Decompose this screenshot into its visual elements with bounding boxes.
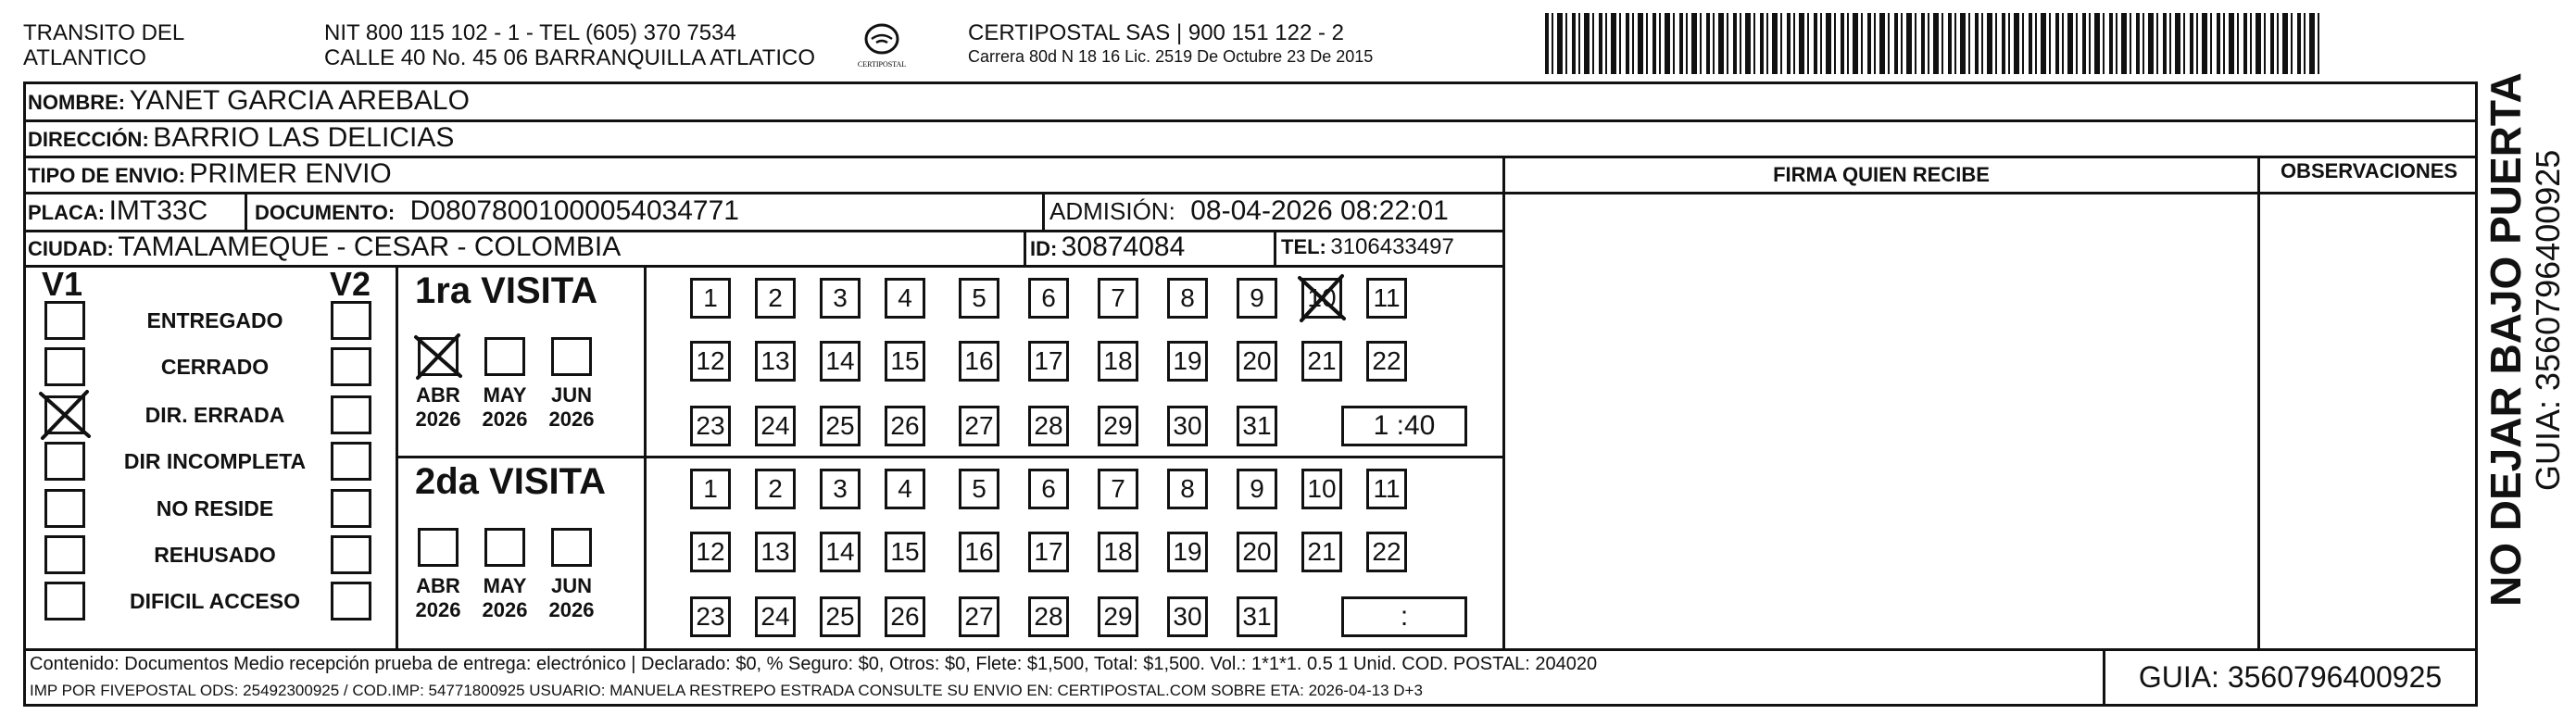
reason-label: DIFICIL ACCESO (129, 589, 300, 613)
no-dejar-bajo-puerta: NO DEJAR BAJO PUERTA (2482, 72, 2530, 607)
day-cell[interactable]: 31 (1237, 406, 1277, 446)
tipo-envio-row: TIPO DE ENVIO: PRIMER ENVIO (28, 158, 392, 189)
day-cell[interactable]: 26 (885, 406, 925, 446)
day-cell[interactable]: 20 (1237, 341, 1277, 382)
day-cell[interactable]: 10 (1301, 469, 1342, 509)
day-cell[interactable]: 27 (959, 596, 999, 637)
day-cell[interactable]: 13 (755, 532, 796, 572)
day-cell[interactable]: 8 (1167, 469, 1208, 509)
id-field: ID: 30874084 (1030, 232, 1186, 262)
month-checkbox[interactable] (551, 528, 592, 567)
day-cell[interactable]: 16 (959, 532, 999, 572)
day-cell[interactable]: 30 (1167, 406, 1208, 446)
day-cell[interactable]: 17 (1028, 341, 1069, 382)
day-cell[interactable]: 2 (755, 469, 796, 509)
day-cell[interactable]: 23 (690, 406, 731, 446)
v2-checkbox[interactable] (331, 535, 371, 574)
day-cell[interactable]: 12 (690, 532, 731, 572)
visit-time-field[interactable]: 1 :40 (1341, 406, 1467, 446)
placa-field: PLACA: IMT33C (28, 195, 208, 226)
day-cell[interactable]: 27 (959, 406, 999, 446)
month-label: ABR 2026 (415, 574, 461, 621)
day-cell[interactable]: 16 (959, 341, 999, 382)
day-cell[interactable]: 3 (820, 278, 861, 319)
month-label: MAY 2026 (482, 574, 528, 621)
v2-checkbox[interactable] (331, 395, 371, 434)
reason-label: NO RESIDE (156, 496, 274, 520)
v1-checkbox[interactable] (44, 395, 85, 434)
day-cell[interactable]: 11 (1366, 469, 1407, 509)
day-cell[interactable]: 18 (1098, 532, 1138, 572)
v1-checkbox[interactable] (44, 535, 85, 574)
day-cell[interactable]: 24 (755, 406, 796, 446)
documento-field: DOCUMENTO: D08078001000054034771 (255, 195, 739, 226)
direccion-row: DIRECCIÓN: BARRIO LAS DELICIAS (28, 122, 455, 153)
day-cell[interactable]: 4 (885, 278, 925, 319)
reason-label: REHUSADO (154, 543, 276, 567)
courier-info: CERTIPOSTAL SAS | 900 151 122 - 2 Carrera 80d N 18 16 Lic. 2519 De Octubre 23 De 2015 (968, 20, 1374, 66)
day-cell[interactable]: 12 (690, 341, 731, 382)
month-checkbox[interactable] (484, 528, 525, 567)
tipo-envio-value: PRIMER ENVIO (189, 158, 392, 189)
day-cell[interactable]: 7 (1098, 278, 1138, 319)
certipostal-logo (854, 19, 910, 74)
visit-title: 1ra VISITA (415, 270, 598, 311)
issuer-name: TRANSITO DEL ATLANTICO (23, 20, 185, 70)
day-cell[interactable]: 1 (690, 469, 731, 509)
day-cell[interactable]: 19 (1167, 341, 1208, 382)
day-cell[interactable]: 30 (1167, 596, 1208, 637)
day-cell[interactable]: 9 (1237, 278, 1277, 319)
day-cell[interactable]: 11 (1366, 278, 1407, 319)
day-cell[interactable]: 22 (1366, 341, 1407, 382)
svg-text:CERTIPOSTAL: CERTIPOSTAL (857, 60, 907, 69)
day-cell[interactable]: 29 (1098, 596, 1138, 637)
v1-label: V1 (42, 265, 83, 303)
day-cell[interactable]: 17 (1028, 532, 1069, 572)
observaciones-heading: OBSERVACIONES (2280, 159, 2458, 182)
visit-time-field[interactable]: : (1341, 596, 1467, 637)
day-cell[interactable]: 20 (1237, 532, 1277, 572)
day-cell[interactable]: 5 (959, 469, 999, 509)
tel-field: TEL: 3106433497 (1281, 234, 1454, 259)
day-cell[interactable]: 7 (1098, 469, 1138, 509)
issuer-contact: NIT 800 115 102 - 1 - TEL (605) 370 7534 CALLE 40 No. 45 06 BARRANQUILLA ATLATICO (324, 20, 816, 70)
day-cell[interactable]: 3 (820, 469, 861, 509)
admision-field: ADMISIÓN: 08-04-2026 08:22:01 (1049, 195, 1449, 226)
day-cell[interactable]: 10 (1301, 278, 1342, 319)
day-cell[interactable]: 19 (1167, 532, 1208, 572)
day-cell[interactable]: 4 (885, 469, 925, 509)
day-cell[interactable]: 21 (1301, 532, 1342, 572)
month-checkbox[interactable] (418, 337, 459, 376)
reason-label: ENTREGADO (146, 308, 283, 332)
month-checkbox[interactable] (551, 337, 592, 376)
v1-checkbox[interactable] (44, 582, 85, 620)
reason-label: DIR INCOMPLETA (123, 449, 307, 473)
v2-checkbox[interactable] (331, 301, 371, 340)
day-cell[interactable]: 5 (959, 278, 999, 319)
day-cell[interactable]: 6 (1028, 469, 1069, 509)
day-cell[interactable]: 18 (1098, 341, 1138, 382)
v1-checkbox[interactable] (44, 489, 85, 528)
day-cell[interactable]: 6 (1028, 278, 1069, 319)
nombre-value: YANET GARCIA AREBALO (129, 85, 470, 116)
day-cell[interactable]: 23 (690, 596, 731, 637)
ciudad-field: CIUDAD: TAMALAMEQUE - CESAR - COLOMBIA (28, 232, 622, 262)
day-cell[interactable]: 15 (885, 341, 925, 382)
firma-heading: FIRMA QUIEN RECIBE (1773, 163, 1990, 186)
day-cell[interactable]: 21 (1301, 341, 1342, 382)
day-cell[interactable]: 25 (820, 596, 861, 637)
imp-line: IMP POR FIVEPOSTAL ODS: 25492300925 / COD.IMP: 54771800925 USUARIO: MANUELA RESTREPO ESTRADA CONSULTE SU ENVIO EN: CERTIPOSTAL.COM SOBRE ETA: 2026-04-13 D+3 (30, 682, 1423, 699)
day-cell[interactable]: 14 (820, 532, 861, 572)
direccion-value: BARRIO LAS DELICIAS (153, 122, 455, 153)
side-guia: GUIA: 3560796400925 (2529, 149, 2567, 491)
reason-label: DIR. ERRADA (145, 403, 285, 427)
day-cell[interactable]: 24 (755, 596, 796, 637)
day-cell[interactable]: 9 (1237, 469, 1277, 509)
signature-area[interactable] (1508, 194, 2255, 646)
day-cell[interactable]: 1 (690, 278, 731, 319)
month-label: JUN 2026 (548, 383, 595, 431)
day-cell[interactable]: 29 (1098, 406, 1138, 446)
contenido-line: Contenido: Documentos Medio recepción prueba de entrega: electrónico | Declarado: $0, % Seguro: $0, Otros: $0, Flete: $1,500, Total: $1,500. Vol.: 1*1*1. 0.5 1 Unid. COD. POSTAL: 204020 (30, 654, 1598, 674)
day-cell[interactable]: 26 (885, 596, 925, 637)
month-label: ABR 2026 (415, 383, 461, 431)
day-cell[interactable]: 22 (1366, 532, 1407, 572)
visit-title: 2da VISITA (415, 461, 606, 502)
observaciones-area[interactable] (2263, 194, 2475, 646)
month-checkbox[interactable] (418, 528, 459, 567)
day-cell[interactable]: 8 (1167, 278, 1208, 319)
day-cell[interactable]: 13 (755, 341, 796, 382)
v2-checkbox[interactable] (331, 442, 371, 481)
month-checkbox[interactable] (484, 337, 525, 376)
month-label: MAY 2026 (482, 383, 528, 431)
v1-checkbox[interactable] (44, 301, 85, 340)
v2-label: V2 (330, 265, 371, 303)
footer-guia: GUIA: 3560796400925 (2138, 660, 2443, 694)
day-cell[interactable]: 31 (1237, 596, 1277, 637)
day-cell[interactable]: 2 (755, 278, 796, 319)
v1-checkbox[interactable] (44, 442, 85, 481)
nombre-row: NOMBRE: YANET GARCIA AREBALO (28, 85, 470, 116)
reason-label: CERRADO (160, 355, 270, 379)
v2-checkbox[interactable] (331, 582, 371, 620)
day-cell[interactable]: 28 (1028, 596, 1069, 637)
v1-checkbox[interactable] (44, 347, 85, 386)
month-label: JUN 2026 (548, 574, 595, 621)
day-cell[interactable]: 15 (885, 532, 925, 572)
day-cell[interactable]: 25 (820, 406, 861, 446)
barcode (1545, 13, 2323, 74)
day-cell[interactable]: 14 (820, 341, 861, 382)
v2-checkbox[interactable] (331, 347, 371, 386)
v2-checkbox[interactable] (331, 489, 371, 528)
day-cell[interactable]: 28 (1028, 406, 1069, 446)
